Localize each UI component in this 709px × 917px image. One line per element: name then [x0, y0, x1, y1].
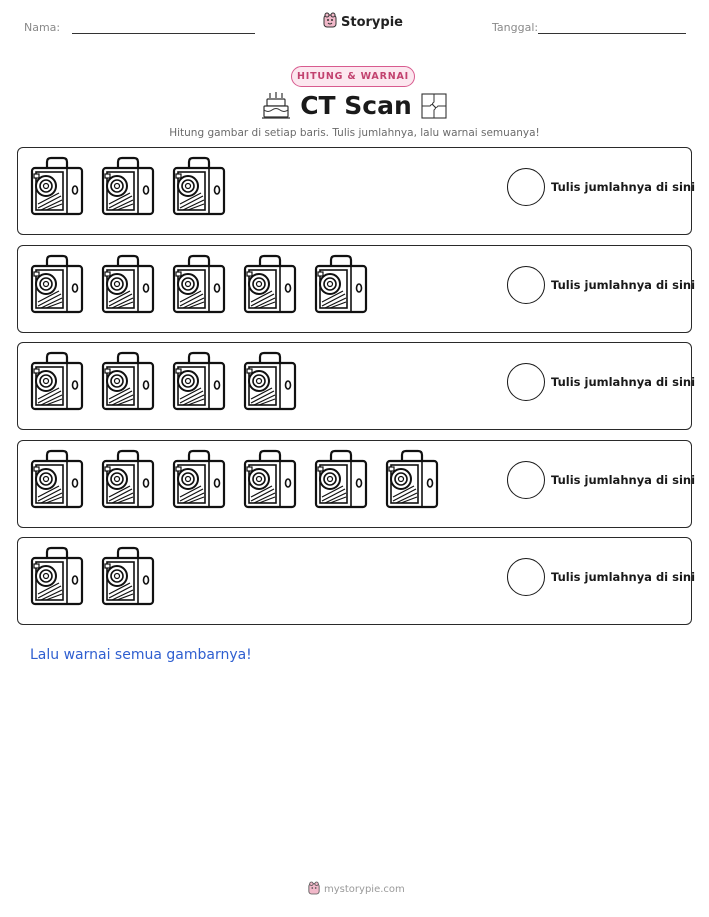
answer-label: Tulis jumlahnya di sini	[551, 180, 696, 194]
page-title: CT Scan	[300, 91, 412, 120]
answer-circle[interactable]	[507, 363, 545, 401]
footer-url: mystorypie.com	[324, 884, 405, 895]
camera-icon	[29, 156, 85, 218]
coloring-instruction: Lalu warnai semua gambarnya!	[30, 647, 252, 663]
worksheet-header	[0, 0, 709, 50]
camera-icon	[242, 449, 298, 511]
counting-row	[17, 440, 696, 528]
title-row	[0, 90, 709, 124]
camera-icon	[29, 449, 85, 511]
answer-label: Tulis jumlahnya di sini	[551, 473, 696, 487]
camera-icon	[100, 546, 156, 608]
answer-circle[interactable]	[507, 461, 545, 499]
storypie-mascot-icon	[308, 880, 320, 899]
camera-icon	[313, 449, 369, 511]
camera-icon	[171, 449, 227, 511]
camera-icon	[100, 351, 156, 413]
counting-row	[17, 342, 696, 430]
instructions-subtitle: Hitung gambar di setiap baris. Tulis jumlahnya, lalu warnai semuanya!	[169, 127, 540, 139]
counting-row	[17, 537, 696, 625]
date-label: Tanggal:	[492, 21, 539, 34]
brand-name: Storypie	[341, 14, 403, 30]
camera-icon	[100, 156, 156, 218]
storypie-mascot-icon	[323, 12, 337, 32]
camera-icon	[384, 449, 440, 511]
puzzle-icon	[420, 92, 448, 124]
camera-icon	[171, 351, 227, 413]
camera-icon	[100, 449, 156, 511]
answer-label: Tulis jumlahnya di sini	[551, 570, 696, 584]
camera-icon	[29, 351, 85, 413]
answer-label: Tulis jumlahnya di sini	[551, 375, 696, 389]
camera-icon	[313, 254, 369, 316]
answer-circle[interactable]	[507, 266, 545, 304]
camera-icon	[171, 156, 227, 218]
birthday-cake-icon	[262, 91, 290, 125]
date-line[interactable]	[538, 33, 686, 34]
camera-icon	[29, 254, 85, 316]
answer-label: Tulis jumlahnya di sini	[551, 278, 696, 292]
camera-icon	[100, 254, 156, 316]
camera-icon	[242, 351, 298, 413]
name-line[interactable]	[72, 33, 255, 34]
camera-icon	[171, 254, 227, 316]
brand-logo	[323, 12, 403, 32]
counting-row	[17, 245, 696, 333]
camera-icon	[242, 254, 298, 316]
answer-circle[interactable]	[507, 558, 545, 596]
footer	[308, 880, 405, 899]
name-label: Nama:	[24, 21, 61, 34]
counting-row	[17, 147, 696, 235]
camera-icon	[29, 546, 85, 608]
activity-badge: HITUNG & WARNAI	[291, 66, 415, 87]
answer-circle[interactable]	[507, 168, 545, 206]
